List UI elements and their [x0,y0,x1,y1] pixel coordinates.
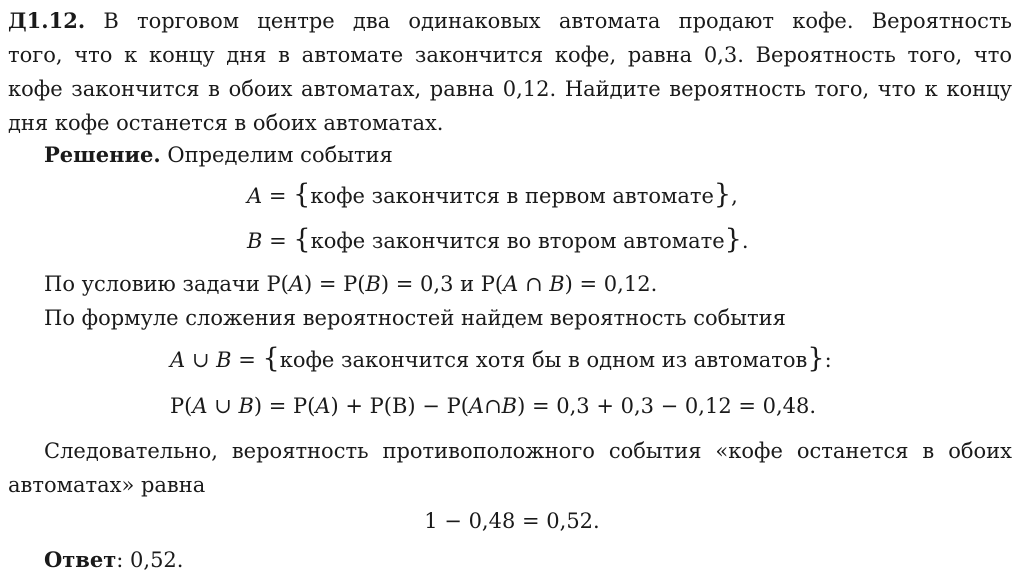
calc-cap: ∩ [484,394,502,418]
union-a: A [170,348,186,372]
calc-a2: A [315,394,331,418]
union-event-definition [170,343,832,374]
union-tail: : [824,348,832,372]
event-a-close-brace: } [713,179,732,210]
given-prefix: По условию задачи P( [44,272,289,296]
problem-line-2: того, что к концу дня в автомате закончится кофе, равна 0,3. Вероятность того, что [8,43,1012,67]
conclusion-line-1: Следовательно, вероятность противоположного события «кофе останется в обоих [44,439,1012,463]
answer-value: 0,52. [123,548,184,572]
union-calculation [170,393,816,419]
answer-colon: : [116,548,124,572]
given-b2: B [549,272,565,296]
event-b-eq: = [262,229,294,253]
event-a-eq: = [262,184,294,208]
problem-line-1 [8,8,1012,34]
calc-cup: ∪ [207,394,239,418]
answer-line [44,547,183,573]
calc-a: A [192,394,208,418]
union-eq: = [231,348,263,372]
final-calculation: 1 − 0,48 = 0,52. [424,509,600,533]
given-mid2: ) = 0,3 и P( [380,272,504,296]
solution-intro: Определим события [167,143,393,167]
event-b-close-brace: } [724,224,742,255]
problem-text-1: В торговом центре два одинаковых автомата продают кофе. Вероятность [103,9,1012,33]
given-mid1: ) = P( [303,272,366,296]
event-a-text: кофе закончится в первом автомате [310,184,714,208]
given-b: B [365,272,381,296]
calc-p3: ) + P(B) − P( [330,394,469,418]
event-a-open-brace: { [293,179,311,210]
calc-b3: B [501,394,518,418]
event-b-definition [247,224,749,255]
given-cap: ∩ [518,272,550,296]
union-text: кофе закончится хотя бы в одном из автоматов [279,348,808,372]
calc-a3: A [468,394,485,418]
problem-line-3: кофе закончится в обоих автоматах, равна 0,12. Найдите вероятность того, что к концу [8,77,1012,101]
union-b: B [216,348,232,372]
calc-b: B [238,394,254,418]
event-b-var: B [247,229,263,253]
given-line [44,271,657,297]
given-a: A [288,272,304,296]
event-a-var: A [247,184,263,208]
solution-label: Решение. [44,142,161,167]
event-b-text: кофе закончится во втором автомате [310,229,725,253]
given-a2: A [503,272,519,296]
union-open-brace: { [262,343,280,374]
event-b-tail: . [741,229,749,253]
solution-intro-line [44,142,393,168]
union-cup: ∪ [185,348,217,372]
conclusion-line-2: автоматах» равна [8,473,206,497]
problem-number: Д1.12. [8,8,86,33]
event-b-open-brace: { [293,224,311,255]
calc-p2: ) = P( [253,394,316,418]
formula-intro-line: По формуле сложения вероятностей найдем вероятность события [44,306,786,330]
union-close-brace: } [807,343,825,374]
problem-line-4: дня кофе останется в обоих автоматах. [8,111,444,135]
calc-p4: ) = 0,3 + 0,3 − 0,12 = 0,48. [517,394,817,418]
event-a-definition [247,179,738,210]
calc-p1: P( [170,394,193,418]
given-suffix: ) = 0,12. [564,272,658,296]
answer-label: Ответ [44,547,117,572]
event-a-tail: , [731,184,738,208]
